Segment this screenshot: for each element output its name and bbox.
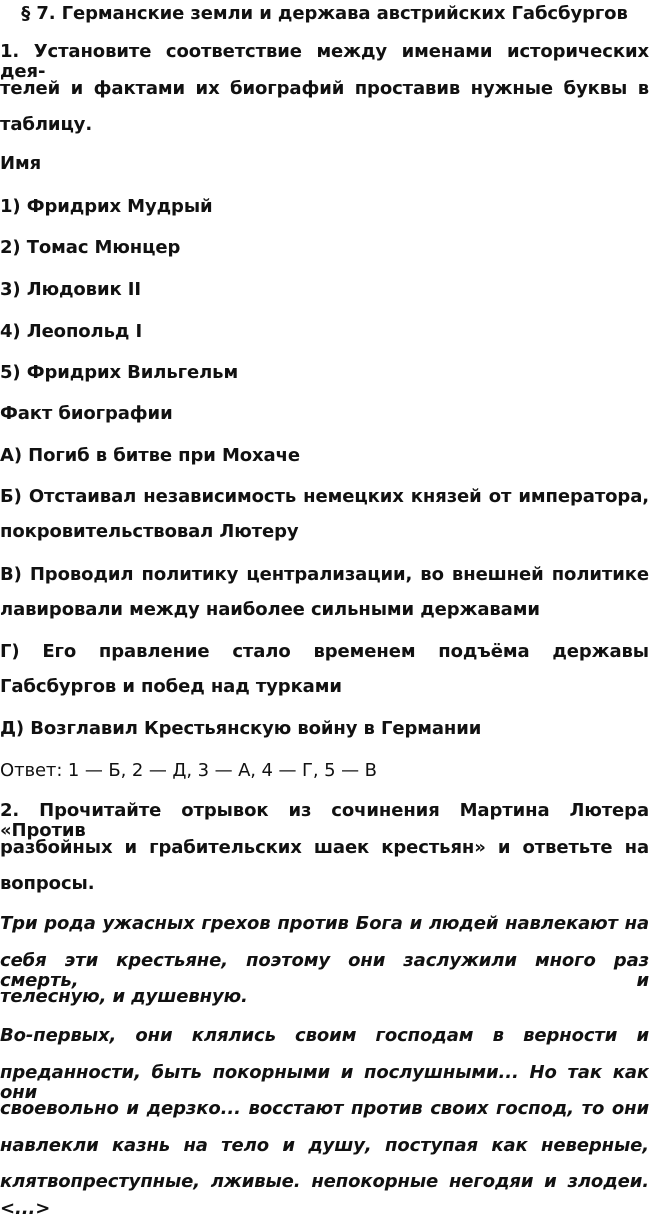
quote-line: клятвопреступные, лживые. непокорные негодяи и злодеи. xyxy=(0,1171,649,1192)
quote-line: телесную, и душевную. xyxy=(0,986,248,1007)
quote-line: себя эти крестьяне, поэтому они заслужили много раз смерть, и xyxy=(0,950,649,991)
name-item: 4) Леопольд I xyxy=(0,321,143,342)
task1-answer: Ответ: 1 — Б, 2 — Д, 3 — А, 4 — Г, 5 — В xyxy=(0,760,377,781)
task1-question-line: телей и фактами их биографий проставив нужные буквы в xyxy=(0,78,649,99)
fact-item: Г) Его правление стало временем подъёма державы xyxy=(0,641,649,662)
task2-question-line: 2. Прочитайте отрывок из сочинения Мартина Лютера «Против xyxy=(0,800,649,841)
name-item: 5) Фридрих Вильгельм xyxy=(0,362,239,383)
fact-item: Б) Отстаивал независимость немецких князей от императора, xyxy=(0,486,649,507)
name-item: 3) Людовик II xyxy=(0,279,141,300)
quote-line: навлекли казнь на тело и душу, поступая как неверные, xyxy=(0,1135,649,1156)
task2-question-line: вопросы. xyxy=(0,873,95,894)
section-title: § 7. Германские земли и держава австрийских Габсбургов xyxy=(21,3,628,24)
quote-line: Три рода ужасных грехов против Бога и людей навлекают на xyxy=(0,913,649,934)
fact-item-continuation: лавировали между наиболее сильными державами xyxy=(0,599,540,620)
quote-line: Во-первых, они клялись своим господам в верности и xyxy=(0,1025,649,1046)
fact-item-continuation: Габсбургов и побед над турками xyxy=(0,676,342,697)
fact-item: В) Проводил политику централизации, во внешней политике xyxy=(0,564,649,585)
names-heading: Имя xyxy=(0,153,42,174)
facts-heading: Факт биографии xyxy=(0,403,173,424)
fact-item: Д) Возглавил Крестьянскую войну в Германии xyxy=(0,718,482,739)
name-item: 1) Фридрих Мудрый xyxy=(0,196,213,217)
quote-ellipsis: <...> xyxy=(0,1198,51,1219)
quote-line: преданности, быть покорными и послушными... Но так как они xyxy=(0,1062,649,1103)
fact-item-continuation: покровительствовал Лютеру xyxy=(0,521,299,542)
fact-item: А) Погиб в битве при Мохаче xyxy=(0,445,300,466)
name-item: 2) Томас Мюнцер xyxy=(0,237,181,258)
task1-question-line: таблицу. xyxy=(0,114,93,135)
quote-line: своевольно и дерзко... восстают против своих господ, то они xyxy=(0,1098,649,1119)
task1-question-line: 1. Установите соответствие между именами исторических дея- xyxy=(0,41,649,82)
task2-question-line: разбойных и грабительских шаек крестьян» и ответьте на xyxy=(0,837,649,858)
